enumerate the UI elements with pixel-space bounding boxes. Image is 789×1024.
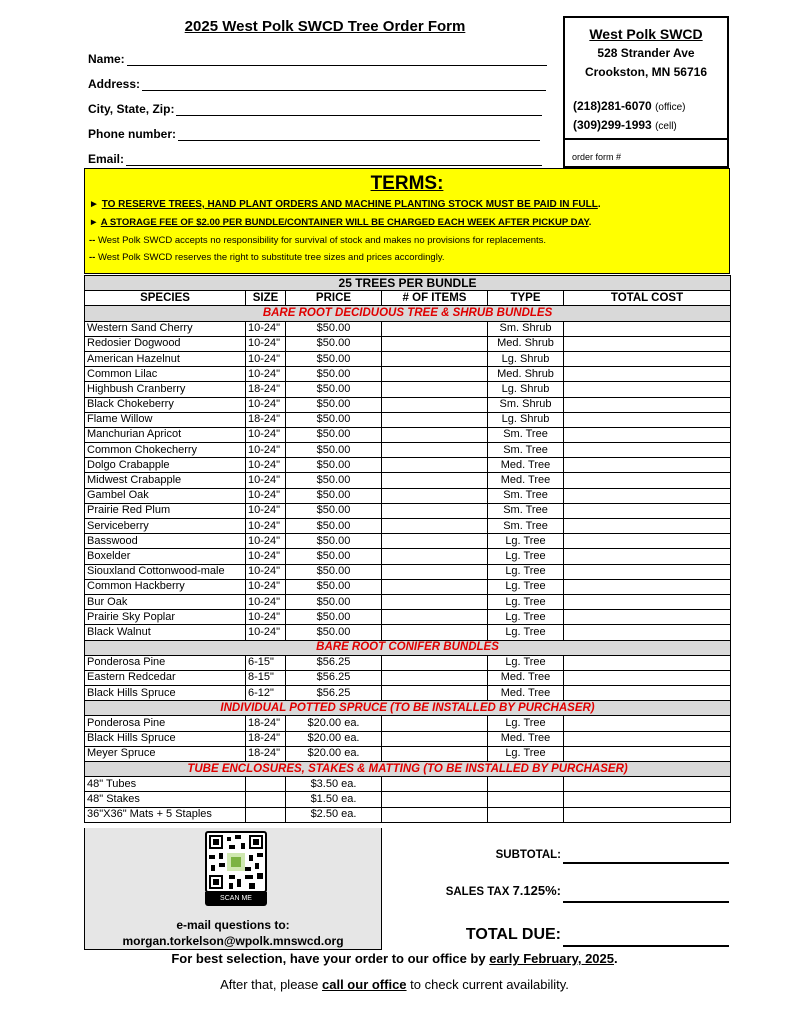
type-cell: Sm. Tree [488,503,564,518]
office-address-line2: Crookston, MN 56716 [584,65,708,79]
table-row [85,427,731,442]
items-input-cell[interactable] [382,382,488,397]
total-cost-cell[interactable] [564,670,731,685]
tax-rate: 7.125%: [512,883,561,898]
total-cost-cell[interactable] [564,594,731,609]
phone-number: (218)281-6070 [573,99,652,113]
size-cell: 10-24" [246,564,286,579]
cell-phone [573,118,677,132]
bundle-header: 25 TREES PER BUNDLE [85,276,731,291]
items-input-cell[interactable] [382,792,488,807]
email-questions-label: e-mail questions to: [176,918,290,932]
species-cell: Common Hackberry [85,579,246,594]
scan-me-label: SCAN ME [205,892,267,906]
price-cell: $56.25 [286,655,382,670]
note-text: to check current availability. [410,977,569,992]
type-cell: Lg. Tree [488,746,564,761]
table-row [85,625,731,640]
type-cell: Sm. Tree [488,488,564,503]
species-cell: 36"X36" Mats + 5 Staples [85,807,246,822]
total-cost-cell[interactable] [564,549,731,564]
species-cell: Midwest Crabapple [85,473,246,488]
items-input-cell[interactable] [382,519,488,534]
table-row [85,321,731,336]
total-cost-cell[interactable] [564,579,731,594]
table-row [85,336,731,351]
type-cell: Sm. Tree [488,427,564,442]
total-cost-cell[interactable] [564,321,731,336]
price-cell: $50.00 [286,397,382,412]
contact-email[interactable]: morgan.torkelson@wpolk.mnswcd.org [122,934,344,948]
price-cell: $50.00 [286,549,382,564]
section-header [85,762,731,777]
items-input-cell[interactable] [382,625,488,640]
subtotal-line[interactable] [563,862,729,864]
price-cell: $50.00 [286,625,382,640]
price-cell: $50.00 [286,488,382,503]
items-input-cell[interactable] [382,777,488,792]
species-cell: Gambel Oak [85,488,246,503]
term-text: A STORAGE FEE OF $2.00 PER BUNDLE/CONTAINER WILL BE CHARGED EACH WEEK AFTER PICKUP DAY [100,217,589,228]
size-cell: 18-24" [246,731,286,746]
size-cell: 10-24" [246,458,286,473]
type-cell: Sm. Tree [488,519,564,534]
size-cell: 10-24" [246,503,286,518]
order-form-number[interactable]: order form # [565,138,727,168]
size-cell: 10-24" [246,351,286,366]
table-row [85,731,731,746]
size-cell: 6-15" [246,655,286,670]
availability-note [0,977,789,992]
size-cell: 18-24" [246,716,286,731]
table-row [85,397,731,412]
size-cell [246,807,286,822]
qr-contact-box [84,828,382,950]
order-table [84,275,731,823]
column-header-price: PRICE [286,291,382,306]
table-row [85,351,731,366]
type-cell: Lg. Tree [488,625,564,640]
species-cell: Prairie Sky Poplar [85,610,246,625]
items-input-cell[interactable] [382,488,488,503]
arrow-icon: ► [89,199,99,210]
items-input-cell[interactable] [382,731,488,746]
species-cell: Siouxland Cottonwood-male [85,564,246,579]
price-cell: $50.00 [286,321,382,336]
column-header-items: # OF ITEMS [382,291,488,306]
term-line-1: ► TO RESERVE TREES, HAND PLANT ORDERS AND MACHINE PLANTING STOCK MUST BE PAID IN FULL. [89,199,601,210]
type-cell: Lg. Tree [488,579,564,594]
term-line-2: ► A STORAGE FEE OF $2.00 PER BUNDLE/CONTAINER WILL BE CHARGED EACH WEEK AFTER PICKUP DAY. [89,217,592,228]
type-cell: Lg. Tree [488,534,564,549]
species-cell: Ponderosa Pine [85,655,246,670]
form-title: 2025 West Polk SWCD Tree Order Form [184,18,466,35]
price-cell: $50.00 [286,367,382,382]
size-cell: 10-24" [246,321,286,336]
table-row [85,503,731,518]
species-cell: 48" Tubes [85,777,246,792]
table-row [85,488,731,503]
total-cost-cell[interactable] [564,807,731,822]
table-row [85,382,731,397]
total-cost-cell[interactable] [564,777,731,792]
size-cell: 10-24" [246,336,286,351]
species-cell: Flame Willow [85,412,246,427]
total-cost-cell[interactable] [564,336,731,351]
section-header [85,306,731,321]
section-header [85,640,731,655]
price-cell: $50.00 [286,519,382,534]
items-input-cell[interactable] [382,594,488,609]
price-cell: $50.00 [286,610,382,625]
qr-code[interactable] [205,831,267,893]
note-text: After that, please [220,977,319,992]
column-header-size: SIZE [246,291,286,306]
type-cell: Lg. Tree [488,549,564,564]
species-cell: Bur Oak [85,594,246,609]
items-input-cell[interactable] [382,686,488,701]
type-cell: Lg. Shrub [488,412,564,427]
species-cell: Black Hills Spruce [85,686,246,701]
total-cost-cell[interactable] [564,473,731,488]
items-input-cell[interactable] [382,549,488,564]
total-due-label: TOTAL DUE: [465,926,561,943]
price-cell: $50.00 [286,412,382,427]
table-row [85,807,731,822]
note-text: For best selection, have your order to our office by [171,951,486,966]
phone-number-field[interactable] [88,125,540,141]
total-cost-cell[interactable] [564,731,731,746]
price-cell: $1.50 ea. [286,792,382,807]
species-cell: Common Chokecherry [85,443,246,458]
total-cost-cell[interactable] [564,488,731,503]
price-cell: $50.00 [286,351,382,366]
type-cell: Lg. Tree [488,610,564,625]
total-cost-cell[interactable] [564,610,731,625]
sales-tax-label [446,883,561,898]
city-state-zip-field[interactable] [88,100,542,116]
total-cost-cell[interactable] [564,716,731,731]
total-cost-cell[interactable] [564,746,731,761]
table-row [85,610,731,625]
field-label: Email: [88,152,125,166]
size-cell: 10-24" [246,397,286,412]
qr-code-icon [207,833,265,891]
total-cost-cell[interactable] [564,686,731,701]
arrow-icon: ► [89,217,99,228]
items-input-cell[interactable] [382,443,488,458]
price-cell: $3.50 ea. [286,777,382,792]
dash: -- [89,252,96,263]
size-cell: 10-24" [246,427,286,442]
sales-tax-line[interactable] [563,901,729,903]
price-cell: $50.00 [286,534,382,549]
species-cell: Prairie Red Plum [85,503,246,518]
size-cell: 18-24" [246,382,286,397]
total-cost-cell[interactable] [564,458,731,473]
call-office-link[interactable]: call our office [322,977,407,992]
table-row [85,716,731,731]
type-cell: Med. Tree [488,686,564,701]
term-line-3 [89,235,546,246]
price-cell: $50.00 [286,427,382,442]
table-row [85,549,731,564]
total-cost-cell[interactable] [564,519,731,534]
size-cell: 10-24" [246,534,286,549]
price-cell: $2.50 ea. [286,807,382,822]
table-row [85,670,731,685]
items-input-cell[interactable] [382,321,488,336]
size-cell: 10-24" [246,519,286,534]
items-input-cell[interactable] [382,564,488,579]
column-header-type: TYPE [488,291,564,306]
address-field[interactable] [88,75,546,91]
species-cell: Common Lilac [85,367,246,382]
type-cell: Sm. Tree [488,443,564,458]
section-title: BARE ROOT CONIFER BUNDLES [85,640,731,655]
items-input-cell[interactable] [382,655,488,670]
price-cell: $50.00 [286,336,382,351]
species-cell: American Hazelnut [85,351,246,366]
table-row [85,458,731,473]
table-row [85,655,731,670]
size-cell [246,777,286,792]
section-header [85,701,731,716]
table-row [85,746,731,761]
species-cell: Boxelder [85,549,246,564]
office-name: West Polk SWCD [589,26,703,42]
items-input-cell[interactable] [382,670,488,685]
items-input-cell[interactable] [382,367,488,382]
items-input-cell[interactable] [382,610,488,625]
terms-box [84,168,730,274]
email-field[interactable] [88,150,542,166]
price-cell: $50.00 [286,594,382,609]
total-cost-cell[interactable] [564,397,731,412]
table-row [85,473,731,488]
total-cost-cell[interactable] [564,443,731,458]
terms-title: TERMS: [370,173,444,194]
type-cell [488,792,564,807]
table-row [85,777,731,792]
price-cell: $50.00 [286,564,382,579]
items-input-cell[interactable] [382,397,488,412]
items-input-cell[interactable] [382,579,488,594]
size-cell: 10-24" [246,625,286,640]
type-cell: Sm. Shrub [488,397,564,412]
dash: -- [89,235,96,246]
field-line[interactable] [178,129,540,141]
total-cost-cell[interactable] [564,655,731,670]
species-cell: Black Chokeberry [85,397,246,412]
total-cost-cell[interactable] [564,564,731,579]
items-input-cell[interactable] [382,336,488,351]
type-cell: Lg. Shrub [488,382,564,397]
type-cell: Lg. Tree [488,564,564,579]
selection-note [0,951,789,966]
size-cell: 10-24" [246,473,286,488]
species-cell: 48" Stakes [85,792,246,807]
note-deadline: early February, 2025 [489,951,615,966]
order-table-body [85,306,731,822]
species-cell: Meyer Spruce [85,746,246,761]
species-cell: Eastern Redcedar [85,670,246,685]
total-cost-cell[interactable] [564,382,731,397]
table-row [85,367,731,382]
term-text: TO RESERVE TREES, HAND PLANT ORDERS AND MACHINE PLANTING STOCK MUST BE PAID IN FULL [101,199,598,210]
price-cell: $50.00 [286,473,382,488]
type-cell: Med. Shrub [488,367,564,382]
type-cell: Med. Tree [488,458,564,473]
size-cell: 8-15" [246,670,286,685]
section-title: TUBE ENCLOSURES, STAKES & MATTING (TO BE INSTALLED BY PURCHASER) [85,762,731,777]
species-cell: Highbush Cranberry [85,382,246,397]
size-cell [246,792,286,807]
office-info-box [563,16,729,168]
total-cost-cell[interactable] [564,351,731,366]
column-header-total-cost: TOTAL COST [564,291,731,306]
price-cell: $56.25 [286,670,382,685]
size-cell: 10-24" [246,488,286,503]
table-row [85,443,731,458]
size-cell: 10-24" [246,549,286,564]
type-cell: Sm. Shrub [488,321,564,336]
type-cell: Lg. Tree [488,655,564,670]
note-text: . [614,951,618,966]
size-cell: 10-24" [246,443,286,458]
name-field[interactable] [88,50,547,66]
total-cost-cell[interactable] [564,625,731,640]
size-cell: 10-24" [246,594,286,609]
phone-note: (office) [655,102,686,113]
type-cell: Med. Tree [488,670,564,685]
table-row [85,534,731,549]
size-cell: 10-24" [246,579,286,594]
field-label: City, State, Zip: [88,102,175,116]
items-input-cell[interactable] [382,534,488,549]
total-cost-cell[interactable] [564,412,731,427]
table-row [85,792,731,807]
price-cell: $50.00 [286,443,382,458]
size-cell: 18-24" [246,412,286,427]
price-cell: $56.25 [286,686,382,701]
type-cell: Med. Tree [488,473,564,488]
items-input-cell[interactable] [382,458,488,473]
field-line[interactable] [127,54,547,66]
type-cell: Lg. Tree [488,594,564,609]
items-input-cell[interactable] [382,746,488,761]
type-cell: Med. Tree [488,731,564,746]
term-text: West Polk SWCD reserves the right to substitute tree sizes and prices accordingly. [97,252,445,263]
office-phone [573,99,685,113]
type-cell: Lg. Tree [488,716,564,731]
type-cell [488,777,564,792]
total-cost-cell[interactable] [564,503,731,518]
species-cell: Redosier Dogwood [85,336,246,351]
field-line[interactable] [142,79,546,91]
field-label: Name: [88,52,125,66]
table-row [85,519,731,534]
species-cell: Serviceberry [85,519,246,534]
field-label: Phone number: [88,127,177,141]
field-line[interactable] [176,104,542,116]
table-row [85,686,731,701]
species-cell: Black Walnut [85,625,246,640]
species-cell: Basswood [85,534,246,549]
subtotal-label: SUBTOTAL: [495,849,561,861]
total-cost-cell[interactable] [564,792,731,807]
price-cell: $50.00 [286,382,382,397]
phone-number: (309)299-1993 [573,118,652,132]
table-row [85,594,731,609]
items-input-cell[interactable] [382,716,488,731]
species-cell: Black Hills Spruce [85,731,246,746]
size-cell: 10-24" [246,610,286,625]
field-line[interactable] [126,154,542,166]
total-cost-cell[interactable] [564,367,731,382]
items-input-cell[interactable] [382,473,488,488]
price-cell: $50.00 [286,579,382,594]
table-row [85,564,731,579]
table-row [85,579,731,594]
items-input-cell[interactable] [382,427,488,442]
price-cell: $20.00 ea. [286,716,382,731]
price-cell: $50.00 [286,503,382,518]
type-cell: Med. Shrub [488,336,564,351]
total-cost-cell[interactable] [564,534,731,549]
size-cell: 10-24" [246,367,286,382]
items-input-cell[interactable] [382,807,488,822]
phone-note: (cell) [655,121,677,132]
size-cell: 6-12" [246,686,286,701]
items-input-cell[interactable] [382,503,488,518]
term-text: West Polk SWCD accepts no responsibility for survival of stock and makes no provisions for replacements. [97,235,547,246]
sales-tax-text: SALES TAX [445,886,510,898]
table-row [85,412,731,427]
column-header-species: SPECIES [85,291,246,306]
size-cell: 18-24" [246,746,286,761]
type-cell: Lg. Shrub [488,351,564,366]
total-cost-cell[interactable] [564,427,731,442]
price-cell: $20.00 ea. [286,746,382,761]
field-label: Address: [88,77,141,91]
species-cell: Manchurian Apricot [85,427,246,442]
section-title: INDIVIDUAL POTTED SPRUCE (TO BE INSTALLED BY PURCHASER) [85,701,731,716]
term-line-4 [89,252,445,263]
type-cell [488,807,564,822]
species-cell: Western Sand Cherry [85,321,246,336]
price-cell: $20.00 ea. [286,731,382,746]
section-title: BARE ROOT DECIDUOUS TREE & SHRUB BUNDLES [85,306,731,321]
office-address-line1: 528 Strander Ave [597,46,695,60]
items-input-cell[interactable] [382,412,488,427]
species-cell: Ponderosa Pine [85,716,246,731]
species-cell: Dolgo Crabapple [85,458,246,473]
price-cell: $50.00 [286,458,382,473]
items-input-cell[interactable] [382,351,488,366]
total-due-line[interactable] [563,945,729,947]
